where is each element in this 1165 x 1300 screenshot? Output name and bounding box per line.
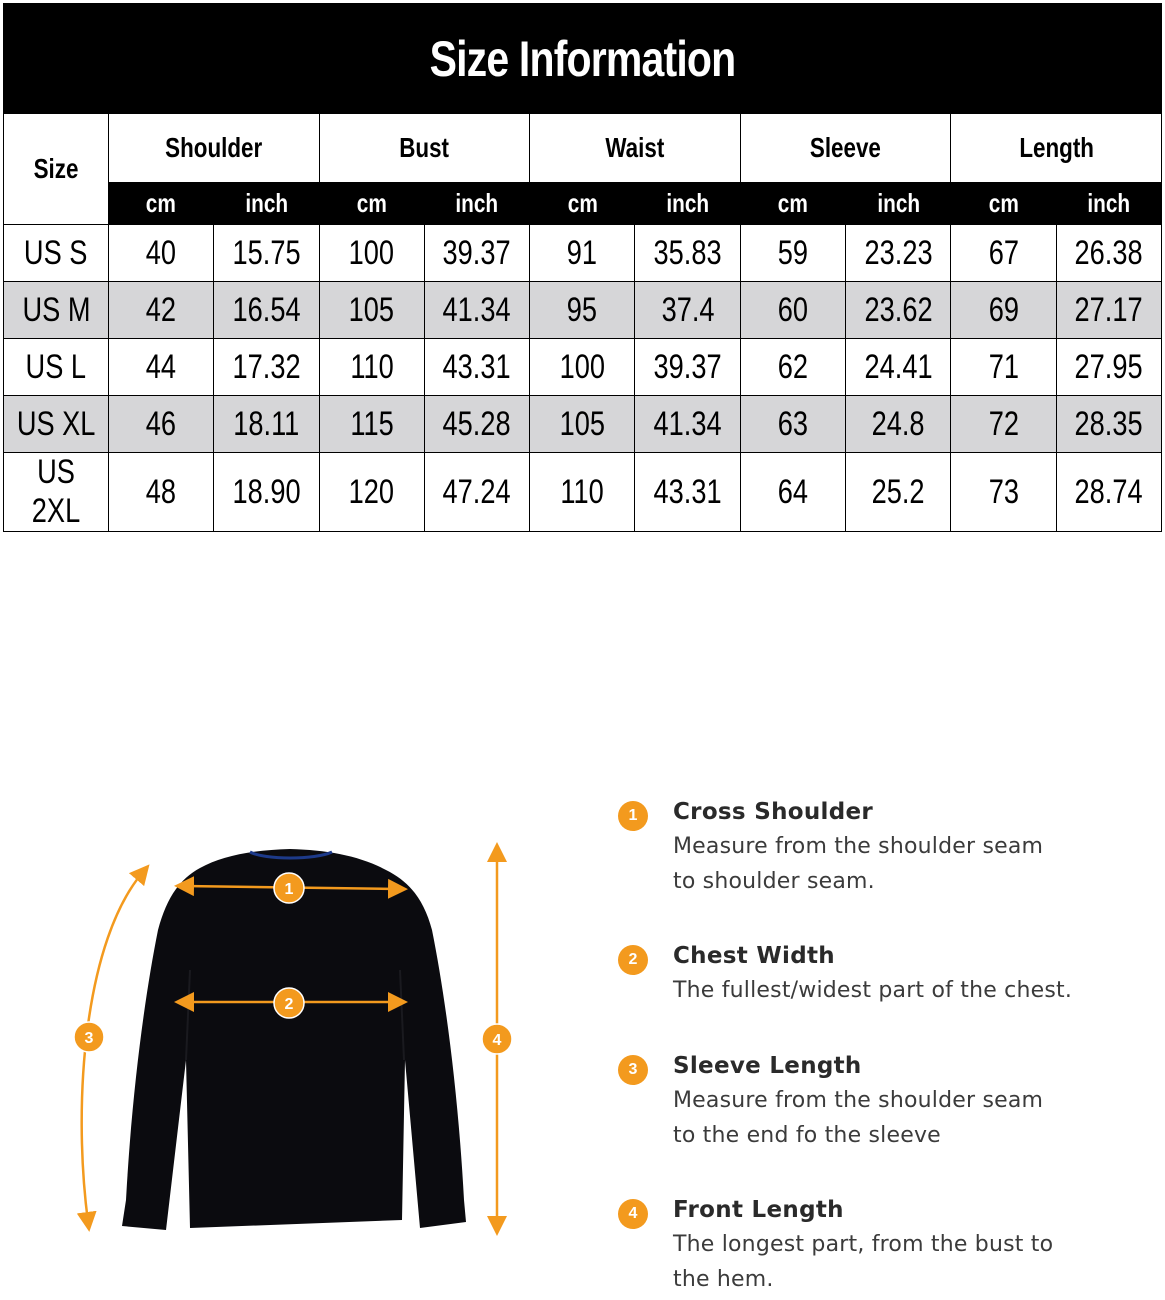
table-cell: 59	[740, 225, 845, 282]
table-cell: 48	[109, 453, 214, 532]
table-cell: 95	[530, 282, 635, 339]
table-cell: 26.38	[1056, 225, 1161, 282]
svg-text:3: 3	[84, 1030, 94, 1047]
table-cell: 46	[109, 396, 214, 453]
guide-description-line: Measure from the shoulder seam	[673, 1088, 1044, 1113]
table-cell: 18.90	[214, 453, 319, 532]
table-row	[4, 282, 1162, 339]
table-row	[4, 453, 1162, 532]
table-cell: 43.31	[635, 453, 740, 532]
table-cell: 39.37	[424, 225, 529, 282]
number-badge: 2	[618, 945, 648, 975]
table-cell: 44	[109, 339, 214, 396]
table-cell: 115	[319, 396, 424, 453]
guide-item-cross-shoulder	[615, 795, 1135, 939]
table-cell: 23.23	[846, 225, 951, 282]
table-cell: 39.37	[635, 339, 740, 396]
table-cell: 37.4	[635, 282, 740, 339]
table-cell: 27.95	[1056, 339, 1161, 396]
table-cell: 15.75	[214, 225, 319, 282]
size-table	[3, 3, 1162, 532]
svg-text:1: 1	[284, 881, 294, 898]
size-cell: US M	[4, 282, 109, 339]
table-cell: 41.34	[635, 396, 740, 453]
header-shoulder: Shoulder	[109, 114, 320, 183]
unit-inch: inch	[846, 183, 951, 225]
size-cell: US 2XL	[4, 453, 109, 532]
size-cell: US L	[4, 339, 109, 396]
header-bust: Bust	[319, 114, 530, 183]
unit-cm: cm	[530, 183, 635, 225]
marker-4	[482, 1024, 512, 1054]
table-cell: 110	[530, 453, 635, 532]
header-length: Length	[951, 114, 1162, 183]
table-cell: 105	[319, 282, 424, 339]
guide-item-sleeve-length	[615, 1049, 1135, 1193]
guide-description-line: the hem.	[673, 1267, 774, 1292]
sweater-shape	[122, 849, 466, 1230]
table-cell: 62	[740, 339, 845, 396]
table-cell: 64	[740, 453, 845, 532]
table-cell: 43.31	[424, 339, 529, 396]
table-cell: 100	[319, 225, 424, 282]
table-cell: 23.62	[846, 282, 951, 339]
table-cell: 18.11	[214, 396, 319, 453]
guide-description-line: Measure from the shoulder seam	[673, 834, 1044, 859]
measurement-guide	[615, 795, 1135, 1297]
table-cell: 72	[951, 396, 1056, 453]
guide-description-line: The longest part, from the bust to	[673, 1232, 1054, 1257]
sweater-figure	[0, 760, 560, 1260]
table-cell: 28.35	[1056, 396, 1161, 453]
unit-inch: inch	[214, 183, 319, 225]
unit-cm: cm	[109, 183, 214, 225]
unit-inch: inch	[424, 183, 529, 225]
table-cell: 60	[740, 282, 845, 339]
guide-description-line: to the end fo the sleeve	[673, 1123, 941, 1148]
unit-inch: inch	[635, 183, 740, 225]
unit-cm: cm	[319, 183, 424, 225]
table-cell: 35.83	[635, 225, 740, 282]
guide-title: Chest Width	[673, 943, 835, 969]
marker-1	[274, 873, 304, 903]
table-cell: 71	[951, 339, 1056, 396]
guide-title: Cross Shoulder	[673, 799, 874, 825]
header-sleeve: Sleeve	[740, 114, 951, 183]
table-cell: 73	[951, 453, 1056, 532]
svg-text:2: 2	[284, 996, 294, 1013]
table-title: Size Information	[4, 4, 1162, 114]
marker-2	[274, 988, 304, 1018]
guide-item-front-length	[615, 1193, 1135, 1297]
table-cell: 91	[530, 225, 635, 282]
table-cell: 16.54	[214, 282, 319, 339]
unit-cm: cm	[951, 183, 1056, 225]
table-cell: 42	[109, 282, 214, 339]
table-cell: 100	[530, 339, 635, 396]
sweater-diagram	[0, 760, 560, 1260]
guide-description-line: to shoulder seam.	[673, 869, 875, 894]
size-cell: US XL	[4, 396, 109, 453]
table-cell: 120	[319, 453, 424, 532]
table-cell: 41.34	[424, 282, 529, 339]
table-cell: 69	[951, 282, 1056, 339]
guide-title: Sleeve Length	[673, 1053, 862, 1079]
table-cell: 110	[319, 339, 424, 396]
table-row	[4, 396, 1162, 453]
number-badge: 4	[618, 1199, 648, 1229]
table-cell: 25.2	[846, 453, 951, 532]
table-cell: 28.74	[1056, 453, 1161, 532]
marker-3	[74, 1022, 104, 1052]
table-cell: 27.17	[1056, 282, 1161, 339]
guide-title: Front Length	[673, 1197, 844, 1223]
table-cell: 47.24	[424, 453, 529, 532]
table-cell: 45.28	[424, 396, 529, 453]
size-header: Size	[4, 114, 109, 225]
unit-inch: inch	[1056, 183, 1161, 225]
unit-cm: cm	[740, 183, 845, 225]
guide-item-chest-width	[615, 939, 1135, 1049]
number-badge: 3	[618, 1055, 648, 1085]
table-cell: 105	[530, 396, 635, 453]
header-waist: Waist	[530, 114, 741, 183]
table-cell: 40	[109, 225, 214, 282]
guide-description-line: The fullest/widest part of the chest.	[673, 978, 1073, 1003]
svg-text:4: 4	[492, 1032, 502, 1049]
table-cell: 63	[740, 396, 845, 453]
table-cell: 17.32	[214, 339, 319, 396]
size-cell: US S	[4, 225, 109, 282]
number-badge: 1	[618, 801, 648, 831]
table-row	[4, 225, 1162, 282]
table-cell: 67	[951, 225, 1056, 282]
table-row	[4, 339, 1162, 396]
table-cell: 24.8	[846, 396, 951, 453]
table-cell: 24.41	[846, 339, 951, 396]
